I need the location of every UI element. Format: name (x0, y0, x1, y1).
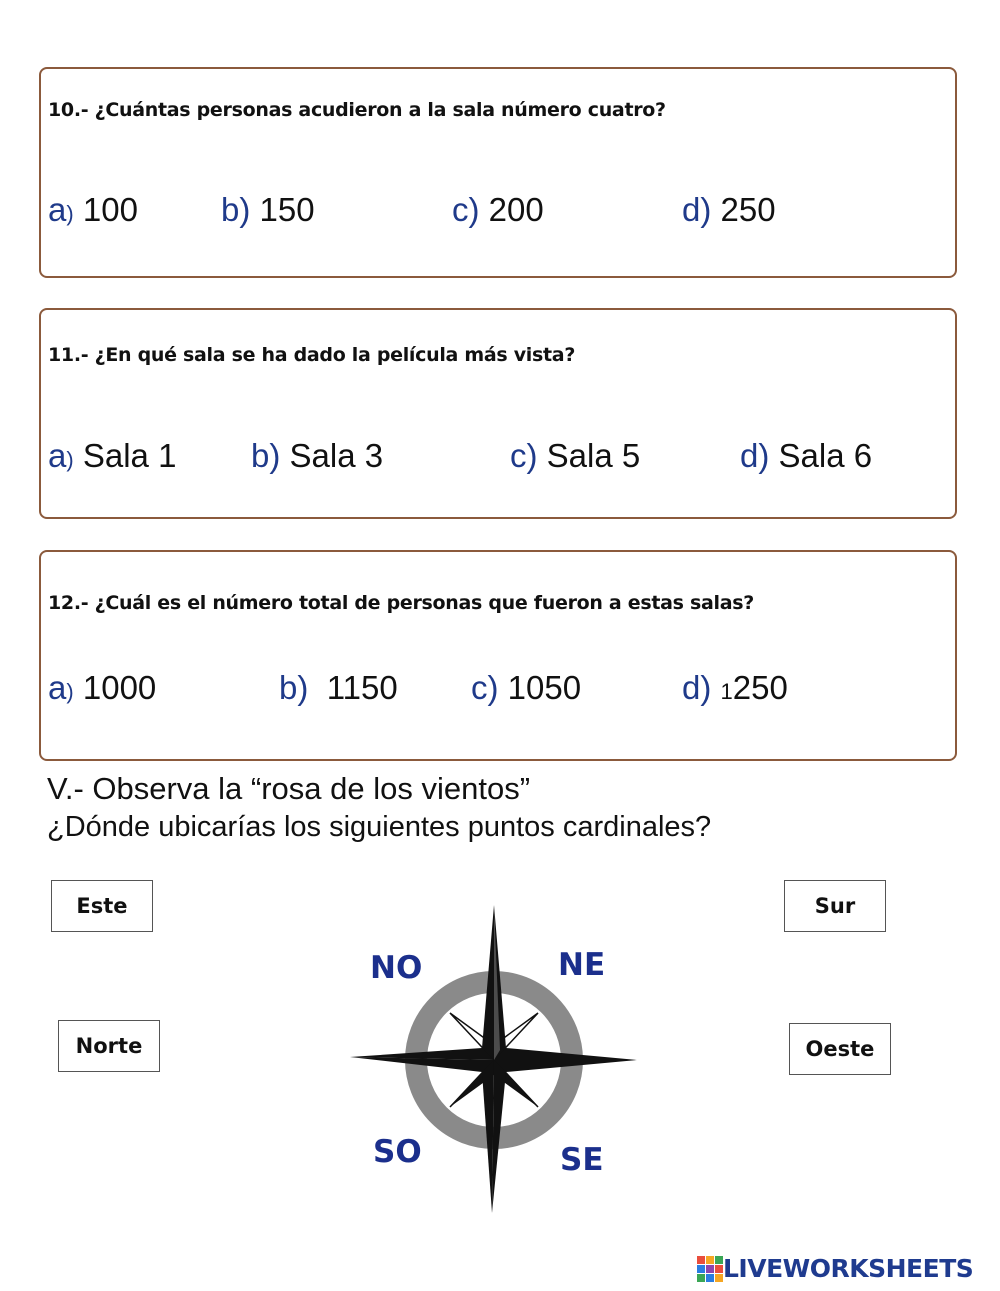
question-11-text: 11.- ¿En qué sala se ha dado la película más vista? (48, 344, 576, 366)
section-title: V.- Observa la “rosa de los vientos” (47, 771, 531, 806)
question-11-box (39, 308, 957, 519)
cardinal-box-norte[interactable]: Norte (58, 1020, 160, 1072)
question-10-text: 10.- ¿Cuántas personas acudieron a la sala número cuatro? (48, 99, 666, 121)
liveworksheets-brand (697, 1254, 973, 1283)
cardinal-box-sur[interactable]: Sur (784, 880, 886, 932)
liveworksheets-brand-text: LIVEWORKSHEETS (723, 1254, 974, 1283)
q10-option-a[interactable]: a) 100 (48, 191, 138, 228)
q12-option-d[interactable]: d) 1250 (682, 669, 788, 706)
q10-option-d[interactable]: d) 250 (682, 191, 776, 228)
q10-option-b[interactable]: b) 150 (221, 191, 315, 228)
q11-option-c[interactable]: c) Sala 5 (510, 437, 641, 474)
compass-rose (340, 900, 650, 1220)
q11-option-d[interactable]: d) Sala 6 (740, 437, 873, 474)
q10-option-c[interactable]: c) 200 (452, 191, 544, 228)
compass-label-no: NO (370, 950, 423, 986)
compass-label-so: SO (373, 1134, 422, 1170)
question-10-box (39, 67, 957, 278)
compass-label-se: SE (560, 1142, 604, 1178)
q12-option-b[interactable]: b) 1150 (279, 669, 398, 706)
question-12-text: 12.- ¿Cuál es el número total de personas que fueron a estas salas? (48, 592, 754, 614)
section-subtitle: ¿Dónde ubicarías los siguientes puntos cardinales? (47, 811, 712, 843)
cardinal-box-este[interactable]: Este (51, 880, 153, 932)
q11-option-a[interactable]: a) Sala 1 (48, 437, 177, 474)
q11-option-b[interactable]: b) Sala 3 (251, 437, 384, 474)
compass-label-ne: NE (558, 947, 606, 983)
cardinal-box-oeste[interactable]: Oeste (789, 1023, 891, 1075)
q12-option-c[interactable]: c) 1050 (471, 669, 582, 706)
question-12-box (39, 550, 957, 761)
liveworksheets-logo-icon (697, 1256, 723, 1282)
q12-option-a[interactable]: a) 1000 (48, 669, 157, 706)
